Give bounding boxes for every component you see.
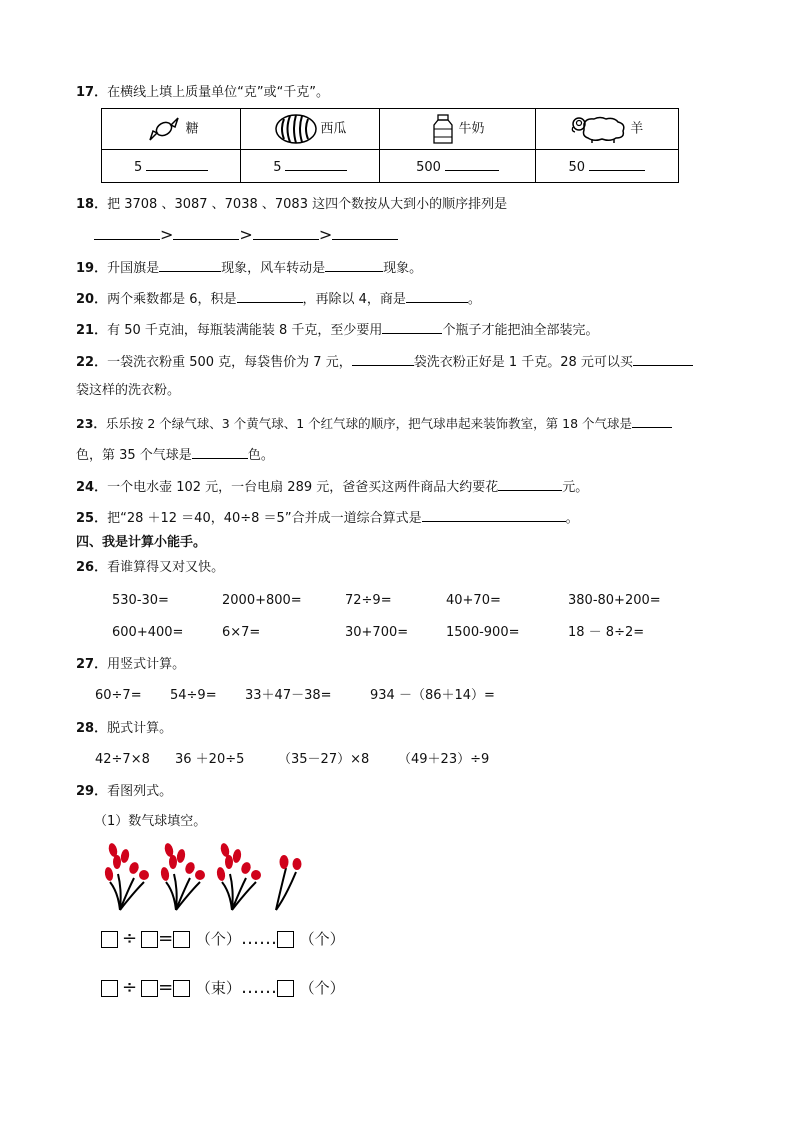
calc-item: 600+400= (112, 625, 184, 640)
q18-line: 18．把 3708 、3087 、7038 、7083 这四个数按从大到小的顺序排列是 (76, 197, 508, 212)
mass-cell-sheep (535, 109, 678, 150)
q19-blank-2[interactable] (325, 258, 383, 272)
vertical-calc-item: 60÷7= (95, 688, 142, 703)
answer-box[interactable] (277, 980, 294, 997)
order-blank-4[interactable] (332, 226, 398, 240)
answer-box[interactable] (277, 931, 294, 948)
q21-line: 21．有 50 千克油，每瓶装满能装 8 千克，至少要用 个瓶子才能把油全部装完。 (76, 320, 598, 340)
q17-line (76, 84, 329, 102)
calc-item: 6×7= (222, 625, 261, 640)
calc-item: 18 － 8÷2= (568, 625, 645, 640)
candy-icon (144, 114, 184, 144)
q21-blank[interactable] (382, 320, 442, 334)
sheep-icon (570, 114, 628, 144)
q25-line: 25．把“28 ＋12 ＝40，40÷8 ＝5”合并成一道综合算式是 。 (76, 508, 579, 528)
q20-blank-2[interactable] (406, 289, 468, 303)
q23-blank-2[interactable] (192, 445, 248, 459)
mass-cell-watermelon (241, 109, 380, 150)
calc-item: 380-80+200= (568, 593, 661, 608)
step-calc-item: （49＋23）÷9 (398, 752, 490, 767)
q19-line: 19．升国旗是 现象，风车转动是 现象。 (76, 258, 422, 278)
q20-blank-1[interactable] (237, 289, 303, 303)
q20-line: 20．两个乘数都是 6，积是 ，再除以 4，商是 。 (76, 289, 481, 309)
loose-balloons (276, 855, 302, 910)
q22-line: 22．一袋洗衣粉重 500 克，每袋售价为 7 元， 袋洗衣粉正好是 1 千克。28 元可以买 (76, 352, 693, 372)
step-calc-item: 36 ＋20÷5 (175, 752, 245, 767)
answer-box[interactable] (141, 931, 158, 948)
order-blank-1[interactable] (94, 226, 160, 240)
vertical-calc-item: 934 －（86＋14）= (370, 688, 495, 703)
q29-line: 29．看图列式。 (76, 784, 173, 799)
balloon-bunch (160, 842, 205, 910)
q19-blank-1[interactable] (159, 258, 221, 272)
mass-value-sheep[interactable]: 50 (535, 150, 678, 183)
calc-item: 2000+800= (222, 593, 302, 608)
q22-blank-1[interactable] (352, 352, 414, 366)
q24-line: 24．一个电水壶 102 元，一台电扇 289 元，爸爸买这两件商品大约要花 元。 (76, 477, 588, 497)
answer-box[interactable] (101, 980, 118, 997)
q17-text: 在横线上填上质量单位“克”或“千克”。 (107, 85, 330, 100)
q22-blank-2[interactable] (633, 352, 693, 366)
mass-cell-candy (102, 109, 241, 150)
answer-box[interactable] (173, 980, 190, 997)
q28-line: 28．脱式计算。 (76, 721, 173, 736)
q27-line: 27．用竖式计算。 (76, 657, 186, 672)
q23-line-2: 色，第 35 个气球是 色。 (76, 445, 274, 465)
section-4-heading: 四、我是计算小能手。 (76, 535, 207, 550)
balloon-bunch (216, 842, 261, 910)
q22-line-2: 袋这样的洗衣粉。 (76, 383, 181, 398)
mass-cell-milk (380, 109, 535, 150)
answer-box[interactable] (173, 931, 190, 948)
calc-item: 1500-900= (446, 625, 520, 640)
calc-item: 30+700= (345, 625, 409, 640)
milk-bottle-icon (430, 113, 456, 145)
sheep-label: 羊 (630, 121, 644, 137)
mass-value-candy[interactable]: 5 (102, 150, 241, 183)
equation-row-1: ÷ = （个）…… （个） (101, 928, 345, 950)
milk-label: 牛奶 (458, 121, 485, 137)
answer-box[interactable] (141, 980, 158, 997)
q18-order-blanks: > > > (94, 226, 398, 244)
q24-blank[interactable] (498, 477, 562, 491)
watermelon-label: 西瓜 (320, 121, 347, 137)
watermelon-icon (274, 113, 318, 145)
step-calc-item: （35－27）×8 (278, 752, 370, 767)
q23-line: 23．乐乐按 2 个绿气球、3 个黄气球、1 个红气球的顺序，把气球串起来装饰教室，第 18 个气球是 (76, 414, 672, 433)
q26-line: 26．看谁算得又对又快。 (76, 560, 225, 575)
vertical-calc-item: 54÷9= (170, 688, 217, 703)
vertical-calc-item: 33＋47－38= (245, 688, 332, 703)
q25-blank[interactable] (422, 508, 566, 522)
mass-value-milk[interactable]: 500 (380, 150, 535, 183)
order-blank-2[interactable] (173, 226, 239, 240)
calc-item: 72÷9= (345, 593, 392, 608)
q17-number: 17． (76, 85, 108, 100)
step-calc-item: 42÷7×8 (95, 752, 150, 767)
q23-blank-1[interactable] (632, 414, 672, 428)
calc-item: 530-30= (112, 593, 169, 608)
balloon-bunches-figure (100, 842, 320, 914)
mass-table (101, 108, 679, 183)
q29-subquestion: （1）数气球填空。 (94, 814, 207, 829)
order-blank-3[interactable] (253, 226, 319, 240)
balloon-bunch (104, 842, 149, 910)
calc-item: 40+70= (446, 593, 501, 608)
mass-value-watermelon[interactable]: 5 (241, 150, 380, 183)
equation-row-2: ÷ = （束）…… （个） (101, 977, 345, 999)
q18-text: 把 3708 、3087 、7038 、7083 这四个数按从大到小的顺序排列是 (107, 197, 508, 212)
candy-label: 糖 (185, 121, 199, 137)
answer-box[interactable] (101, 931, 118, 948)
